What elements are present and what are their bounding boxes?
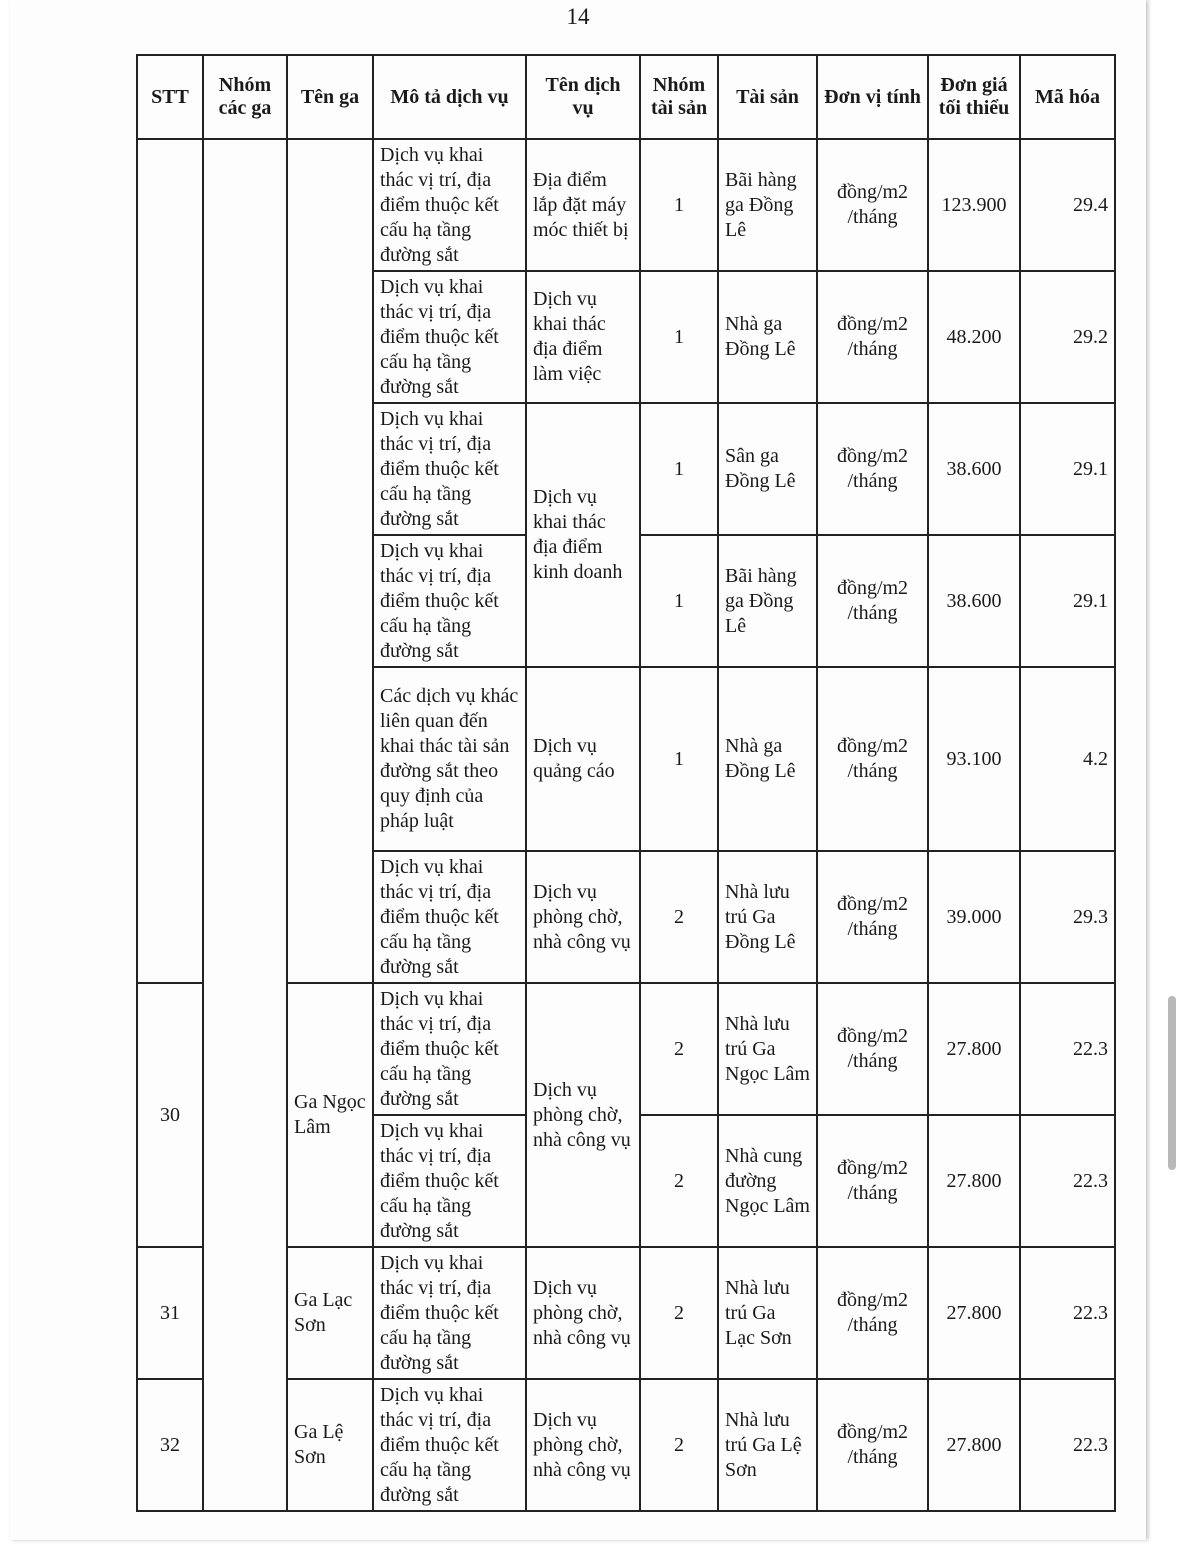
mo-ta-cell: Dịch vụ khai thác vị trí, địa điểm thuộc kết cấu hạ tầng đường sắt [373, 139, 526, 271]
header-ten-ga: Tên ga [287, 55, 373, 139]
header-ma-hoa: Mã hóa [1020, 55, 1115, 139]
nhom-tai-san-cell: 2 [640, 851, 718, 983]
don-gia-cell: 93.100 [928, 667, 1020, 851]
tai-san-cell: Nhà cung đường Ngọc Lâm [718, 1115, 817, 1247]
tai-san-cell: Bãi hàng ga Đồng Lê [718, 139, 817, 271]
ten-dich-vu-cell: Dịch vụ phòng chờ, nhà công vụ [526, 851, 640, 983]
nhom-tai-san-cell: 2 [640, 1379, 718, 1511]
header-mo-ta: Mô tả dịch vụ [373, 55, 526, 139]
tai-san-cell: Nhà ga Đồng Lê [718, 667, 817, 851]
stt-cell: 30 [137, 983, 203, 1247]
ma-hoa-cell: 22.3 [1020, 1247, 1115, 1379]
ma-hoa-cell: 22.3 [1020, 1379, 1115, 1511]
page-number: 14 [566, 4, 590, 29]
tai-san-cell: Nhà lưu trú Ga Lạc Sơn [718, 1247, 817, 1379]
header-nhom-ga: Nhóm các ga [203, 55, 287, 139]
ten-dich-vu-cell: Dịch vụ phòng chờ, nhà công vụ [526, 983, 640, 1247]
header-nhom-tai-san: Nhóm tài sản [640, 55, 718, 139]
nhom-tai-san-cell: 1 [640, 535, 718, 667]
don-gia-cell: 48.200 [928, 271, 1020, 403]
nhom-tai-san-cell: 2 [640, 1115, 718, 1247]
ten-dich-vu-cell: Dịch vụ khai thác địa điểm kinh doanh [526, 403, 640, 667]
don-vi-cell: đồng/m2 /tháng [817, 851, 928, 983]
don-vi-cell: đồng/m2 /tháng [817, 139, 928, 271]
price-table [136, 54, 1116, 1512]
don-gia-cell: 38.600 [928, 535, 1020, 667]
mo-ta-cell: Dịch vụ khai thác vị trí, địa điểm thuộc kết cấu hạ tầng đường sắt [373, 1247, 526, 1379]
don-vi-cell: đồng/m2 /tháng [817, 535, 928, 667]
don-gia-cell: 27.800 [928, 983, 1020, 1115]
don-vi-cell: đồng/m2 /tháng [817, 1379, 928, 1511]
header-ten-dich-vu: Tên dịch vụ [526, 55, 640, 139]
ten-dich-vu-cell: Dịch vụ phòng chờ, nhà công vụ [526, 1247, 640, 1379]
tai-san-cell: Sân ga Đồng Lê [718, 403, 817, 535]
nhom-tai-san-cell: 2 [640, 1247, 718, 1379]
header-don-gia: Đơn giá tối thiểu [928, 55, 1020, 139]
ten-ga-cell: Ga Lạc Sơn [287, 1247, 373, 1379]
nhom-tai-san-cell: 1 [640, 139, 718, 271]
ma-hoa-cell: 29.1 [1020, 403, 1115, 535]
header-don-vi: Đơn vị tính [817, 55, 928, 139]
ma-hoa-cell: 29.4 [1020, 139, 1115, 271]
header-tai-san: Tài sản [718, 55, 817, 139]
ten-ga-cell [287, 139, 373, 983]
ma-hoa-cell: 29.1 [1020, 535, 1115, 667]
ma-hoa-cell: 22.3 [1020, 983, 1115, 1115]
don-vi-cell: đồng/m2 /tháng [817, 1115, 928, 1247]
document-page [10, 0, 1146, 1540]
nhom-tai-san-cell: 2 [640, 983, 718, 1115]
table-row [137, 139, 1115, 271]
don-vi-cell: đồng/m2 /tháng [817, 983, 928, 1115]
don-gia-cell: 38.600 [928, 403, 1020, 535]
mo-ta-cell: Dịch vụ khai thác vị trí, địa điểm thuộc kết cấu hạ tầng đường sắt [373, 1115, 526, 1247]
ma-hoa-cell: 4.2 [1020, 667, 1115, 851]
ten-ga-cell: Ga Lệ Sơn [287, 1379, 373, 1511]
mo-ta-cell: Dịch vụ khai thác vị trí, địa điểm thuộc kết cấu hạ tầng đường sắt [373, 403, 526, 535]
don-gia-cell: 39.000 [928, 851, 1020, 983]
tai-san-cell: Bãi hàng ga Đồng Lê [718, 535, 817, 667]
tai-san-cell: Nhà lưu trú Ga Lệ Sơn [718, 1379, 817, 1511]
don-gia-cell: 123.900 [928, 139, 1020, 271]
ten-ga-cell: Ga Ngọc Lâm [287, 983, 373, 1247]
nhom-tai-san-cell: 1 [640, 667, 718, 851]
don-gia-cell: 27.800 [928, 1379, 1020, 1511]
mo-ta-cell: Dịch vụ khai thác vị trí, địa điểm thuộc kết cấu hạ tầng đường sắt [373, 983, 526, 1115]
ma-hoa-cell: 29.2 [1020, 271, 1115, 403]
mo-ta-cell: Dịch vụ khai thác vị trí, địa điểm thuộc kết cấu hạ tầng đường sắt [373, 851, 526, 983]
mo-ta-cell: Dịch vụ khai thác vị trí, địa điểm thuộc kết cấu hạ tầng đường sắt [373, 271, 526, 403]
header-stt: STT [137, 55, 203, 139]
don-vi-cell: đồng/m2 /tháng [817, 667, 928, 851]
vertical-scrollbar[interactable] [1168, 996, 1176, 1170]
don-vi-cell: đồng/m2 /tháng [817, 271, 928, 403]
mo-ta-cell: Dịch vụ khai thác vị trí, địa điểm thuộc kết cấu hạ tầng đường sắt [373, 1379, 526, 1511]
ten-dich-vu-cell: Dịch vụ quảng cáo [526, 667, 640, 851]
don-vi-cell: đồng/m2 /tháng [817, 1247, 928, 1379]
stt-cell [137, 139, 203, 983]
don-vi-cell: đồng/m2 /tháng [817, 403, 928, 535]
nhom-tai-san-cell: 1 [640, 271, 718, 403]
ma-hoa-cell: 29.3 [1020, 851, 1115, 983]
nhom-ga-cell [203, 139, 287, 1511]
don-gia-cell: 27.800 [928, 1115, 1020, 1247]
ma-hoa-cell: 22.3 [1020, 1115, 1115, 1247]
nhom-tai-san-cell: 1 [640, 403, 718, 535]
ten-dich-vu-cell: Dịch vụ phòng chờ, nhà công vụ [526, 1379, 640, 1511]
tai-san-cell: Nhà ga Đồng Lê [718, 271, 817, 403]
mo-ta-cell: Các dịch vụ khác liên quan đến khai thác tài sản đường sắt theo quy định của pháp luật [373, 667, 526, 851]
mo-ta-cell: Dịch vụ khai thác vị trí, địa điểm thuộc kết cấu hạ tầng đường sắt [373, 535, 526, 667]
stt-cell: 32 [137, 1379, 203, 1511]
stt-cell: 31 [137, 1247, 203, 1379]
tai-san-cell: Nhà lưu trú Ga Ngọc Lâm [718, 983, 817, 1115]
table-header-row [137, 55, 1115, 139]
tai-san-cell: Nhà lưu trú Ga Đồng Lê [718, 851, 817, 983]
don-gia-cell: 27.800 [928, 1247, 1020, 1379]
ten-dich-vu-cell: Địa điểm lắp đặt máy móc thiết bị [526, 139, 640, 271]
ten-dich-vu-cell: Dịch vụ khai thác địa điểm làm việc [526, 271, 640, 403]
